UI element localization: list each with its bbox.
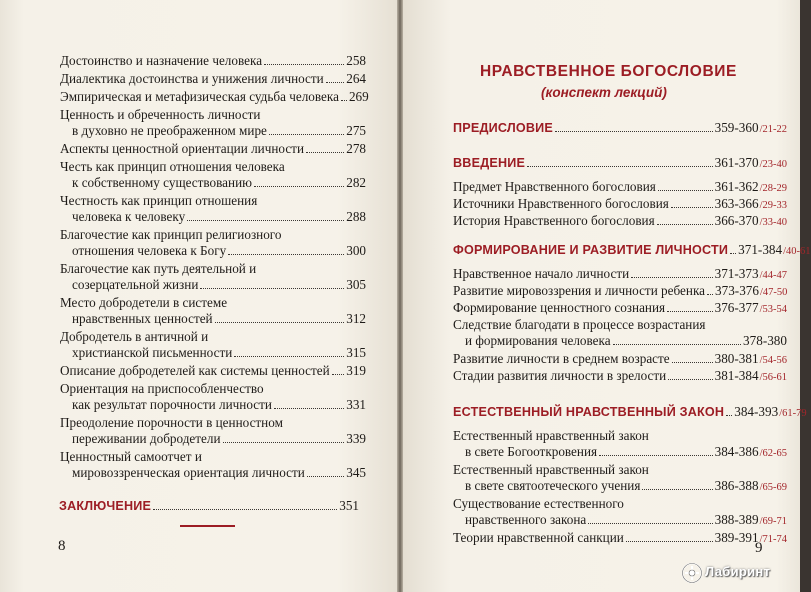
toc-entry-title: в духовно не преображенном мире [72, 123, 267, 138]
toc-entry-title: христианской письменности [72, 345, 233, 360]
toc-entry-title: Добродетель в античной и [60, 329, 209, 344]
toc-entry-title: Предмет Нравственного богословия [453, 179, 656, 194]
toc-entry-title: Благочестие как путь деятельной и [60, 261, 257, 276]
toc-entry-title: человека к человеку [72, 209, 186, 224]
toc-alt-page-range: /65-69 [759, 482, 787, 493]
toc-entry-title: Источники Нравственного богословия [453, 196, 669, 211]
toc-section-heading[interactable] [453, 120, 787, 136]
toc-entry[interactable] [60, 329, 366, 361]
toc-entry-title: Естественный нравственный закон [453, 428, 649, 443]
toc-page-number: 388-389 [714, 512, 759, 527]
toc-page-number: 288 [346, 209, 366, 224]
toc-entry-title: созерцательной жизни [72, 277, 199, 292]
toc-page-number: 269 [348, 89, 369, 104]
toc-alt-page-range: /29-33 [759, 200, 787, 211]
toc-page-number: 305 [346, 277, 366, 292]
toc-entry[interactable] [60, 89, 369, 105]
toc-entry-title: Теории нравственной санкции [453, 530, 624, 545]
toc-page-number: 359-360 [714, 120, 759, 135]
toc-page-number: 331 [346, 397, 366, 412]
toc-page-number: 384-393 [734, 404, 779, 419]
toc-entry-title: Достоинство и назначение человека [60, 53, 263, 68]
toc-page-number: 282 [346, 175, 366, 190]
toc-entry[interactable] [453, 462, 787, 496]
toc-entry[interactable] [60, 141, 366, 157]
toc-entry[interactable] [453, 196, 787, 214]
toc-entry-title: и формирования человека [465, 333, 611, 348]
toc-entry-title: Существование естественного [453, 496, 624, 511]
toc-entry-title: Эмпирическая и метафизическая судьба человека [60, 89, 339, 104]
toc-alt-page-range: /61-79 [779, 408, 807, 419]
toc-page-number: 361-370 [714, 155, 759, 170]
toc-entry-title: Ценностный самоотчет и [60, 449, 202, 464]
toc-entry-title: ЕСТЕСТВЕННЫЙ НРАВСТВЕННЫЙ ЗАКОН [453, 405, 725, 419]
left-page-number: 8 [58, 538, 66, 554]
right-page-number: 9 [755, 540, 763, 556]
toc-entry-title: Благочестие как принцип религиозного [60, 227, 282, 242]
toc-page-number: 363-366 [714, 196, 759, 211]
toc-entry-title: Честь как принцип отношения человека [60, 159, 285, 174]
toc-entry-title: Ориентация на приспособленчество [60, 381, 264, 396]
toc-page-number: 376-377 [714, 300, 759, 315]
toc-entry-title: Развитие мировоззрения и личности ребенка [453, 283, 706, 298]
toc-page-number: 381-384 [714, 368, 759, 383]
toc-entry[interactable] [60, 261, 366, 293]
toc-page-number: 275 [346, 123, 366, 138]
toc-entry[interactable] [453, 530, 787, 548]
toc-entry[interactable] [453, 428, 787, 462]
toc-page-number: 386-388 [714, 478, 759, 493]
toc-page-number: 315 [346, 345, 366, 360]
toc-page-number: 300 [346, 243, 366, 258]
toc-section-heading[interactable] [453, 242, 811, 258]
toc-page-number: 389-391 [714, 530, 759, 545]
toc-page-number: 339 [346, 431, 366, 446]
toc-entry-title: как результат порочности личности [72, 397, 272, 412]
toc-entry[interactable] [60, 107, 366, 139]
toc-alt-page-range: /21-22 [759, 124, 787, 135]
toc-page-number: 361-362 [714, 179, 759, 194]
toc-entry-title: в свете Богооткровения [465, 444, 598, 459]
toc-alt-page-range: /47-50 [759, 287, 788, 298]
toc-alt-page-range: /33-40 [759, 217, 787, 228]
toc-entry[interactable] [60, 53, 366, 69]
toc-entry[interactable] [453, 496, 787, 530]
toc-entry[interactable] [60, 415, 366, 447]
toc-alt-page-range: /23-40 [759, 159, 787, 170]
toc-page-number: 378-380 [743, 333, 787, 348]
toc-entry-title: к собственному существованию [72, 175, 253, 190]
toc-page-number: 345 [346, 465, 366, 480]
toc-page-number: 373-376 [715, 283, 759, 298]
toc-entry[interactable] [60, 449, 366, 481]
toc-entry-title: Описание добродетелей как системы ценностей [60, 363, 330, 378]
toc-page-number: 319 [346, 363, 366, 378]
book-subtitle: (конспект лекций) [541, 85, 667, 100]
toc-entry-title: Следствие благодати в процессе возрастания [453, 317, 706, 332]
toc-entry[interactable] [60, 363, 366, 379]
toc-alt-page-range: /44-47 [759, 270, 787, 281]
toc-entry[interactable] [60, 71, 366, 87]
toc-entry[interactable] [60, 193, 366, 225]
toc-entry[interactable] [453, 266, 787, 284]
toc-alt-page-range: /69-71 [759, 516, 787, 527]
toc-entry[interactable] [60, 227, 366, 259]
toc-section-heading[interactable] [453, 404, 807, 420]
toc-page-number: 258 [346, 53, 366, 68]
toc-entry[interactable] [453, 179, 787, 197]
toc-alt-page-range: /28-29 [759, 183, 787, 194]
conclusion-label: ЗАКЛЮЧЕНИЕ [59, 499, 152, 513]
toc-entry-title: переживании добродетели [72, 431, 221, 446]
toc-section-heading[interactable] [453, 155, 787, 171]
toc-entry[interactable] [60, 381, 366, 413]
toc-entry[interactable] [60, 159, 366, 191]
toc-page-number: 264 [346, 71, 366, 86]
toc-entry-title: ПРЕДИСЛОВИЕ [453, 121, 554, 135]
toc-entry-title: ВВЕДЕНИЕ [453, 156, 526, 170]
toc-alt-page-range: /62-65 [759, 448, 787, 459]
toc-entry-title: отношения человека к Богу [72, 243, 227, 258]
toc-entry-title: нравственного закона [465, 512, 587, 527]
toc-entry[interactable] [453, 351, 787, 369]
toc-entry-title: Формирование ценностного сознания [453, 300, 666, 315]
toc-entry-title: Стадии развития личности в зрелости [453, 368, 667, 383]
toc-entry[interactable] [453, 368, 787, 386]
toc-entry[interactable] [453, 317, 787, 349]
book-title: НРАВСТВЕННОЕ БОГОСЛОВИЕ [480, 63, 737, 80]
watermark-logo-icon [681, 562, 703, 584]
red-rule [180, 525, 235, 527]
toc-entry-title: Развитие личности в среднем возрасте [453, 351, 670, 366]
toc-conclusion[interactable] [59, 498, 359, 514]
toc-alt-page-range: /54-56 [759, 355, 787, 366]
toc-alt-page-range: /71-74 [759, 534, 787, 545]
toc-entry-title: ФОРМИРОВАНИЕ И РАЗВИТИЕ ЛИЧНОСТИ [453, 243, 729, 257]
toc-page-number: 380-381 [714, 351, 759, 366]
toc-entry-title: Естественный нравственный закон [453, 462, 649, 477]
watermark-text: Лабиринт [705, 564, 771, 579]
toc-entry-title: Нравственное начало личности [453, 266, 630, 281]
toc-alt-page-range: /56-61 [759, 372, 787, 383]
toc-entry-title: в свете святоотеческого учения [465, 478, 641, 493]
toc-entry[interactable] [60, 295, 366, 327]
toc-page-number: 312 [346, 311, 366, 326]
toc-page-number: 366-370 [714, 213, 759, 228]
toc-page-number: 371-373 [714, 266, 759, 281]
toc-entry-title: Аспекты ценностной ориентации личности [60, 141, 305, 156]
toc-page-number: 384-386 [714, 444, 759, 459]
toc-entry[interactable] [453, 300, 787, 318]
toc-entry-title: Ценность и обреченность личности [60, 107, 261, 122]
toc-entry-title: нравственных ценностей [72, 311, 213, 326]
toc-entry-title: Честность как принцип отношения [60, 193, 258, 208]
toc-entry[interactable] [453, 213, 787, 231]
toc-entry-title: мировоззренческая ориентация личности [72, 465, 305, 480]
toc-page-number: 371-384 [738, 242, 783, 257]
toc-entry-title: Диалектика достоинства и унижения личности [60, 71, 324, 86]
toc-entry-title: Место добродетели в системе [60, 295, 228, 310]
toc-entry-title: История Нравственного богословия [453, 213, 655, 228]
toc-alt-page-range: /53-54 [759, 304, 787, 315]
toc-entry[interactable] [453, 283, 787, 301]
toc-page-number: 278 [346, 141, 366, 156]
toc-entry-title: Преодоление порочности в ценностном [60, 415, 283, 430]
right-page [403, 0, 811, 592]
conclusion-page: 351 [339, 498, 359, 513]
left-page [0, 0, 397, 592]
toc-alt-page-range: /40-61 [783, 246, 811, 257]
